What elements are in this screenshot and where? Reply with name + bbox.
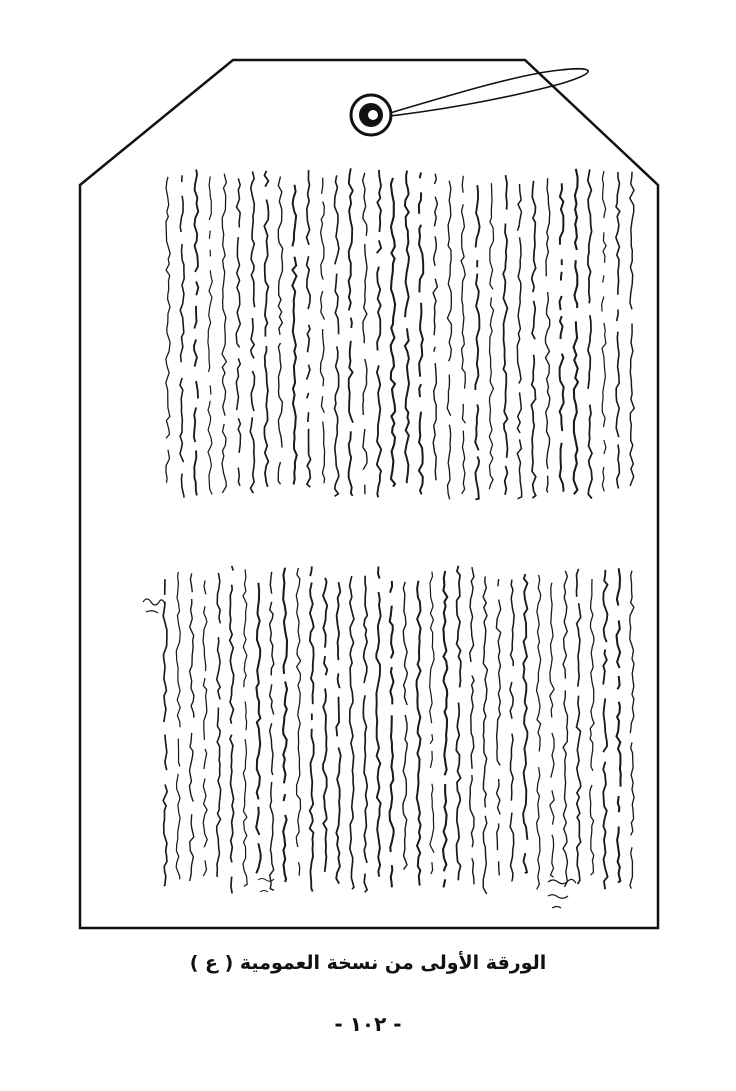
grommet-icon — [351, 95, 391, 135]
page-number: - ١٠٢ - — [334, 1012, 402, 1036]
figure-caption: الورقة الأولى من نسخة العمومية ( ع ) — [189, 952, 547, 974]
